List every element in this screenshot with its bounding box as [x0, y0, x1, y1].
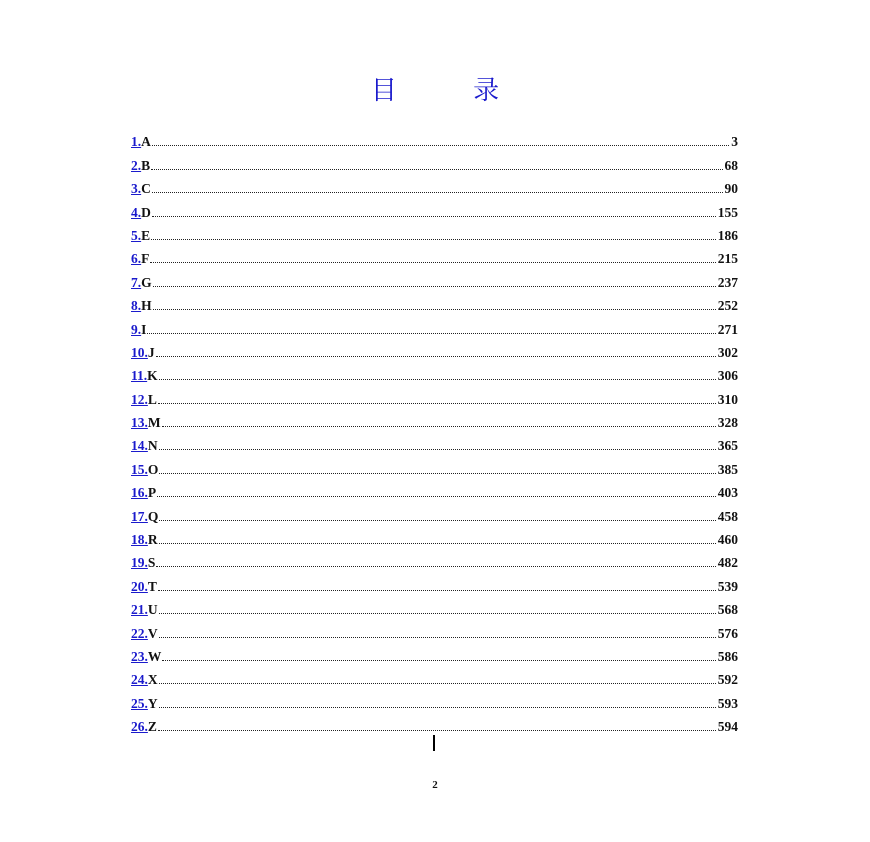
toc-entry[interactable] — [131, 127, 738, 150]
dot-leader — [159, 473, 715, 474]
toc-entry-letter: W — [147, 648, 162, 664]
dot-leader — [158, 590, 716, 591]
toc-entry[interactable] — [131, 665, 738, 688]
toc-entry-page: 594 — [717, 719, 738, 735]
toc-entry[interactable] — [131, 571, 738, 594]
toc-entry-letter: O — [147, 461, 159, 477]
toc-entry-page: 306 — [717, 368, 738, 384]
dot-leader — [159, 449, 716, 450]
dot-leader — [153, 286, 716, 287]
toc-entry-number-link[interactable]: 21. — [131, 602, 148, 618]
toc-entry-page: 90 — [724, 181, 738, 197]
dot-leader — [158, 403, 716, 404]
toc-entry[interactable] — [131, 314, 738, 337]
toc-entry-number-link[interactable]: 15. — [131, 461, 148, 477]
toc-entry-letter: G — [141, 274, 152, 290]
dot-leader — [153, 309, 716, 310]
toc-entry-letter: R — [147, 532, 158, 548]
toc-entry-number-link[interactable]: 24. — [131, 672, 148, 688]
toc-entry-letter: L — [147, 391, 157, 407]
toc-entry-page: 328 — [717, 415, 738, 431]
dot-leader — [157, 496, 716, 497]
toc-entry-number-link[interactable]: 6. — [131, 251, 142, 267]
toc-entry[interactable] — [131, 267, 738, 290]
toc-entry-number-link[interactable]: 19. — [131, 555, 148, 571]
toc-entry[interactable] — [131, 384, 738, 407]
toc-entry-number-link[interactable]: 3. — [131, 181, 142, 197]
dot-leader — [156, 356, 716, 357]
toc-entry-letter: T — [147, 578, 157, 594]
toc-entry-number-link[interactable]: 7. — [131, 274, 142, 290]
toc-entry-page: 186 — [717, 227, 738, 243]
dot-leader — [152, 216, 716, 217]
toc-entry-letter: V — [147, 625, 158, 641]
toc-entry-number-link[interactable]: 20. — [131, 578, 148, 594]
toc-entry-letter: M — [147, 415, 161, 431]
toc-entry-page: 252 — [717, 298, 738, 314]
toc-entry[interactable] — [131, 454, 738, 477]
toc-entry-number-link[interactable]: 14. — [131, 438, 148, 454]
toc-entry-letter: A — [141, 134, 151, 150]
dot-leader — [159, 520, 715, 521]
toc-entry-page: 458 — [717, 508, 738, 524]
toc-entry-page: 586 — [717, 648, 738, 664]
toc-entry-page: 460 — [717, 532, 738, 548]
toc-entry-number-link[interactable]: 11. — [131, 368, 148, 384]
toc-entry-letter: Q — [147, 508, 159, 524]
toc-entry[interactable] — [131, 595, 738, 618]
toc-entry[interactable] — [131, 150, 738, 173]
toc-entry-page: 310 — [717, 391, 738, 407]
dot-leader — [151, 239, 716, 240]
toc-entry[interactable] — [131, 501, 738, 524]
toc-entry-number-link[interactable]: 8. — [131, 298, 142, 314]
toc-title: 目 录 — [370, 76, 534, 106]
toc-entry-number-link[interactable]: 17. — [131, 508, 148, 524]
text-cursor — [433, 735, 435, 751]
toc-entry-number-link[interactable]: 5. — [131, 227, 142, 243]
toc-entry-page: 302 — [717, 344, 738, 360]
toc-entry-letter: P — [147, 485, 157, 501]
toc-entry[interactable] — [131, 338, 738, 361]
toc-entry[interactable] — [131, 688, 738, 711]
dot-leader — [159, 613, 716, 614]
toc-entry[interactable] — [131, 197, 738, 220]
toc-entry-letter: J — [147, 344, 155, 360]
toc-entry-number-link[interactable]: 26. — [131, 719, 148, 735]
toc-entry[interactable] — [131, 291, 738, 314]
toc-entry[interactable] — [131, 174, 738, 197]
toc-entry-number-link[interactable]: 12. — [131, 391, 148, 407]
toc-entry-letter: K — [147, 368, 158, 384]
toc-entry-letter: Y — [147, 695, 158, 711]
toc-entry-page: 568 — [717, 602, 738, 618]
toc-entry-page: 155 — [717, 204, 738, 220]
toc-entry-page: 3 — [731, 134, 738, 150]
dot-leader — [159, 379, 716, 380]
table-of-contents — [131, 127, 738, 735]
toc-entry-number-link[interactable]: 4. — [131, 204, 142, 220]
toc-entry[interactable] — [131, 408, 738, 431]
toc-entry-page: 237 — [717, 274, 738, 290]
toc-entry-number-link[interactable]: 9. — [131, 321, 142, 337]
toc-entry-page: 215 — [717, 251, 738, 267]
toc-entry-number-link[interactable]: 13. — [131, 415, 148, 431]
dot-leader — [150, 262, 715, 263]
toc-entry-number-link[interactable]: 23. — [131, 648, 148, 664]
dot-leader — [158, 730, 716, 731]
dot-leader — [162, 426, 716, 427]
dot-leader — [159, 683, 716, 684]
toc-entry-number-link[interactable]: 16. — [131, 485, 148, 501]
toc-entry-letter: I — [141, 321, 147, 337]
dot-leader — [159, 707, 716, 708]
toc-entry-letter: F — [141, 251, 150, 267]
dot-leader — [156, 566, 715, 567]
dot-leader — [152, 192, 723, 193]
toc-entry[interactable] — [131, 431, 738, 454]
toc-entry-letter: C — [141, 181, 151, 197]
toc-entry-page: 271 — [717, 321, 738, 337]
dot-leader — [151, 169, 722, 170]
toc-entry[interactable] — [131, 361, 738, 384]
toc-entry-letter: Z — [147, 719, 157, 735]
dot-leader — [152, 145, 729, 146]
toc-entry[interactable] — [131, 712, 738, 735]
toc-entry-letter: D — [141, 204, 151, 220]
toc-entry-number-link[interactable]: 1. — [131, 134, 142, 150]
toc-entry-number-link[interactable]: 25. — [131, 695, 148, 711]
toc-entry-letter: E — [141, 227, 151, 243]
toc-entry-page: 68 — [724, 157, 738, 173]
toc-entry[interactable] — [131, 478, 738, 501]
toc-entry[interactable] — [131, 244, 738, 267]
toc-entry-letter: N — [147, 438, 158, 454]
toc-entry[interactable] — [131, 548, 738, 571]
toc-entry-letter: H — [141, 298, 152, 314]
toc-entry-page: 482 — [717, 555, 738, 571]
toc-entry-page: 385 — [717, 461, 738, 477]
toc-entry-letter: S — [147, 555, 156, 571]
toc-entry-letter: B — [141, 157, 151, 173]
page-number: 2 — [432, 779, 438, 791]
toc-entry-page: 592 — [717, 672, 738, 688]
toc-entry-page: 365 — [717, 438, 738, 454]
toc-entry-number-link[interactable]: 22. — [131, 625, 148, 641]
dot-leader — [159, 543, 716, 544]
toc-entry[interactable] — [131, 642, 738, 665]
dot-leader — [159, 637, 716, 638]
toc-entry-page: 539 — [717, 578, 738, 594]
toc-entry[interactable] — [131, 525, 738, 548]
toc-entry-page: 593 — [717, 695, 738, 711]
dot-leader — [162, 660, 715, 661]
toc-entry-number-link[interactable]: 18. — [131, 532, 148, 548]
toc-entry-page: 576 — [717, 625, 738, 641]
toc-entry-page: 403 — [717, 485, 738, 501]
toc-entry[interactable] — [131, 618, 738, 641]
toc-entry-number-link[interactable]: 10. — [131, 344, 148, 360]
toc-entry-letter: X — [147, 672, 158, 688]
toc-entry-number-link[interactable]: 2. — [131, 157, 142, 173]
toc-entry[interactable] — [131, 221, 738, 244]
toc-entry-letter: U — [147, 602, 158, 618]
dot-leader — [147, 333, 715, 334]
